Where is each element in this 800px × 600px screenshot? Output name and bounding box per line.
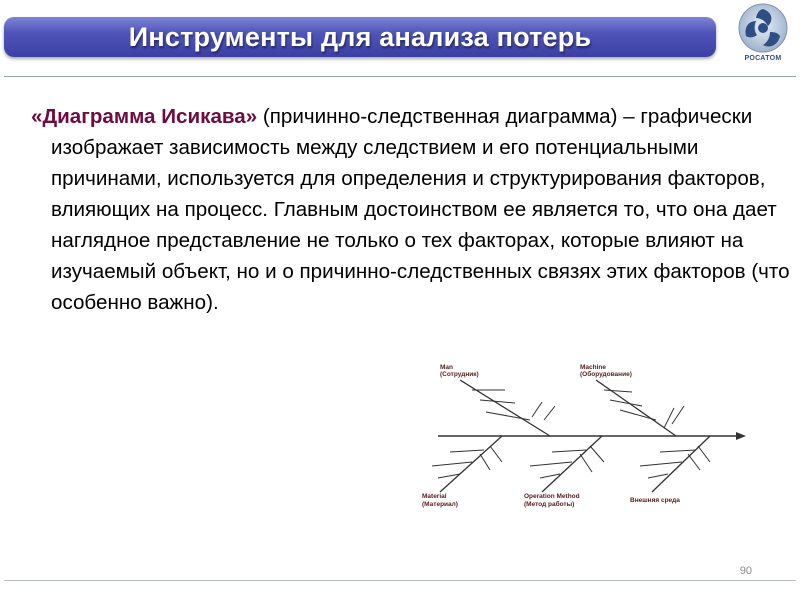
- page-number: 90: [739, 565, 752, 577]
- label-man-ru: (Сотрудник): [440, 371, 479, 378]
- term-ishikawa: «Диаграмма Исикава»: [31, 105, 258, 128]
- ishikawa-diagram: [420, 362, 760, 517]
- diagram-arrow-head: [736, 432, 746, 440]
- title-bar: [4, 17, 716, 57]
- label-man: Man: [440, 364, 453, 371]
- footer-divider: [4, 580, 796, 581]
- label-environment: Внешняя среда: [630, 497, 680, 504]
- body-paragraph: [31, 101, 795, 318]
- logo-caption: РОСАТОМ: [744, 55, 782, 62]
- label-material: Material: [422, 493, 447, 500]
- label-material-ru: (Материал): [422, 501, 458, 508]
- label-machine-ru: (Оборудование): [580, 371, 632, 378]
- slide-title: Инструменты для анализа потерь: [128, 21, 592, 52]
- label-operation-method-ru: (Метод работы): [524, 501, 575, 508]
- header-divider: [4, 76, 796, 77]
- label-machine: Machine: [580, 364, 607, 371]
- label-operation-method: Operation Method: [524, 493, 580, 500]
- body-description: (причинно-следственная диаграмма) – графически изображает зависимость между следствием и его потенциальными причинами, используется для определения и структурирования факторов, влияющих на процесс. Главным достоинством ее является то, что она дает наглядное представление не только о тех факторах, которые влияют на изучаемый объект, но и о причинно-следственных связях этих факторов (что особенно важно).: [51, 105, 790, 314]
